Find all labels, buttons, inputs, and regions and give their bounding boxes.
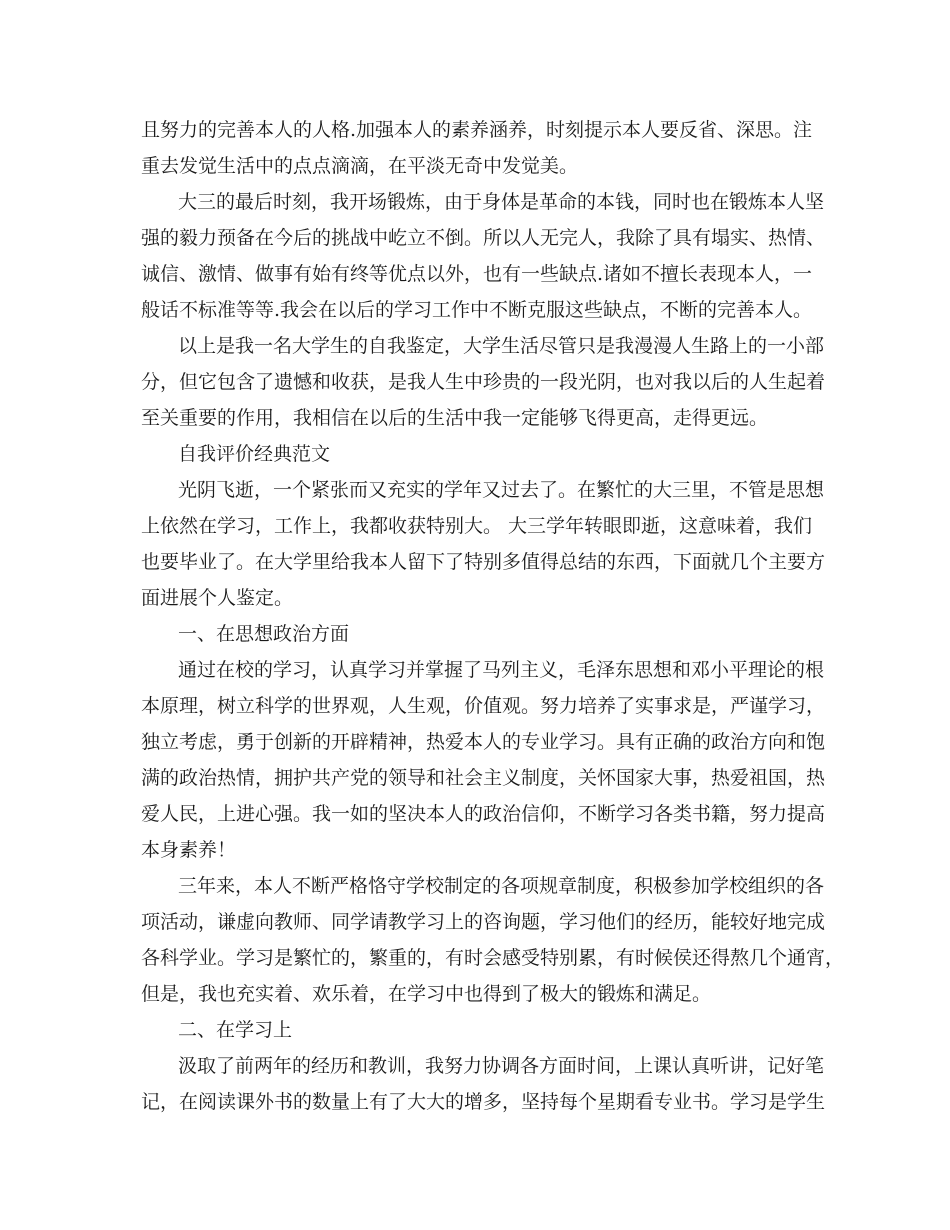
text-line: 本原理，树立科学的世界观，人生观，价值观。努力培养了实事求是，严谨学习，	[141, 695, 826, 717]
text-line: 汲取了前两年的经历和教训，我努力协调各方面时间，上课认真听讲，记好笔	[178, 1055, 825, 1077]
text-line: 通过在校的学习，认真学习并掌握了马列主义，毛泽东思想和邓小平理论的根	[178, 659, 825, 681]
text-line: 三年来，本人不断严格恪守学校制定的各项规章制度，积极参加学校组织的各	[178, 875, 825, 897]
text-line: 也要毕业了。在大学里给我本人留下了特别多值得总结的东西，下面就几个主要方	[141, 551, 826, 573]
text-line: 独立考虑，勇于创新的开辟精神，热爱本人的专业学习。具有正确的政治方向和饱	[141, 731, 826, 753]
text-line: 以上是我一名大学生的自我鉴定，大学生活尽管只是我漫漫人生路上的一小部	[178, 335, 825, 357]
text-line: 记，在阅读课外书的数量上有了大大的增多，坚持每个星期看专业书。学习是学生	[141, 1091, 826, 1113]
text-line: 强的毅力预备在今后的挑战中屹立不倒。所以人无完人，我除了具有塌实、热情、	[141, 227, 826, 249]
text-line: 至关重要的作用，我相信在以后的生活中我一定能够飞得更高，走得更远。	[141, 407, 769, 429]
document-body	[141, 112, 845, 1120]
text-line: 且努力的完善本人的人格.加强本人的素养涵养，时刻提示本人要反省、深思。注	[141, 119, 813, 141]
text-line: 项活动，谦虚向教师、同学请教学习上的咨询题，学习他们的经历，能较好地完成	[141, 911, 826, 933]
text-line: 二、在学习上	[178, 1019, 293, 1041]
text-line: 自我评价经典范文	[178, 443, 331, 465]
text-line: 般话不标准等等.我会在以后的学习工作中不断克服这些缺点，不断的完善本人。	[141, 299, 813, 321]
text-line: 面进展个人鉴定。	[141, 587, 294, 609]
text-line: 重去发觉生活中的点点滴滴，在平淡无奇中发觉美。	[141, 155, 579, 177]
text-line: 满的政治热情，拥护共产党的领导和社会主义制度，关怀国家大事，热爱祖国，热	[141, 767, 826, 789]
text-line: 但是，我也充实着、欢乐着，在学习中也得到了极大的锻炼和满足。	[141, 983, 712, 1005]
text-line: 爱人民，上进心强。我一如的坚决本人的政治信仰，不断学习各类书籍，努力提高	[141, 803, 826, 825]
text-line: 光阴飞逝，一个紧张而又充实的学年又过去了。在繁忙的大三里，不管是思想	[178, 479, 825, 501]
text-line: 分，但它包含了遗憾和收获，是我人生中珍贵的一段光阴，也对我以后的人生起着	[141, 371, 826, 393]
text-line: 诚信、激情、做事有始有终等优点以外，也有一些缺点.诸如不擅长表现本人，一	[141, 263, 813, 285]
text-line: 一、在思想政治方面	[178, 623, 350, 645]
text-line: 本身素养！	[141, 839, 237, 861]
text-line: 大三的最后时刻，我开场锻炼，由于身体是革命的本钱，同时也在锻炼本人坚	[178, 191, 825, 213]
text-line: 上依然在学习，工作上，我都收获特别大。 大三学年转眼即逝，这意味着，我们	[141, 515, 813, 537]
text-line: 各科学业。学习是繁忙的，繁重的，有时会感受特别累，有时候侯还得熬几个通宵，	[141, 947, 845, 969]
